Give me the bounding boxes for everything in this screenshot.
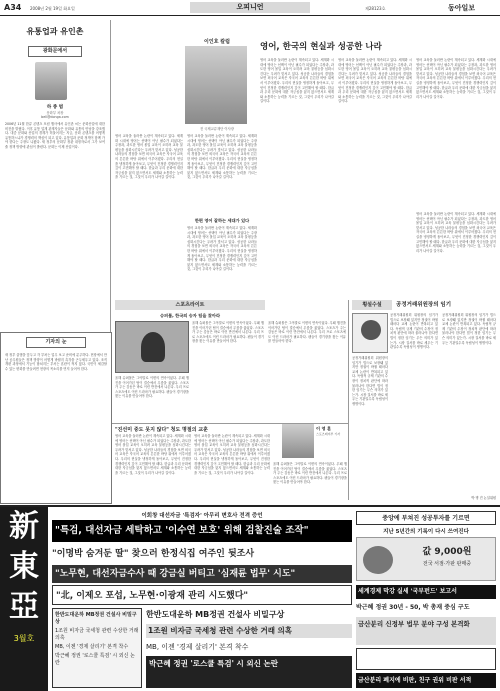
sports-label: 스포츠라이트 — [115, 300, 265, 310]
reporter-column-body: 새 정부 출범을 앞두고 각 부처는 업무 보고 준비에 분주하다. 현장에서 만난 공무원들은 정책 방향이 어떻게 바뀔지 촉각을 곤두세우고 있다. 조직 개편 과정에서 기능이 합쳐지는 부서는 혼란이 적지 않다. 국민이 체감할 수 있는 변화를 만들려면 현장의 목소리를 먼저 들어야 한다. — [5, 353, 107, 371]
author-name: 하 종 범 — [46, 105, 64, 110]
hoengseol-title: 공정거래위원장의 임기 — [396, 302, 452, 308]
ad-line-1: "이명박 숨겨둔 딸" 찾으러 한정식집 여주인 뒷조사 — [52, 549, 255, 559]
column-title: 영어, 한국의 현실과 성공한 나라 — [260, 42, 382, 52]
divider — [112, 423, 348, 424]
column-body-0c: 영어 교육을 둘러싼 논란이 계속되고 있다. 세계화 시대에 영어는 선택이 아닌 필수가 되었다는 주장과, 과도한 영어 몰입 교육이 오히려 교육 불평등을 심화시킨다는 우려가 맞서고 있다. 성공한 나라들의 경험을 보면 외국어 교육은 자국어 교육의 튼튼한 바탕 위에서 이루어졌다. 우리의 현실을 냉정하게 돌아보고, 무엇이 진정한 경쟁력인지 깊이 고민해야 할 때다. 한글과 우리 문화에 대한 자긍심을 잃지 않으면서도 세계와 소통하는 능력을 기르는 것, 그것이 우리가 나아갈 길이다. — [187, 226, 257, 272]
sports-title: 슈퍼볼, 한국의 승자 팀을 찾아라 — [159, 313, 220, 318]
ad-side-item-2: 1조원 비자금 국세청 관련 수상한 거래 의혹 — [55, 628, 139, 641]
column-body-0b: 영어 교육을 둘러싼 논란이 계속되고 있다. 세계화 시대에 영어는 선택이 아닌 필수가 되었다는 주장과, 과도한 영어 몰입 교육이 오히려 교육 불평등을 심화시킨다는 우려가 맞서고 있다. 성공한 나라들의 경험을 보면 외국어 교육은 자국어 교육의 튼튼한 바탕 위에서 이루어졌다. 우리의 현실을 냉정하게 돌아보고, 무엇이 진정한 경쟁력인지 깊이 고민해야 할 때다. 한글과 우리 문화에 대한 자긍심을 잃지 않으면서도 세계와 소통하는 능력을 기르는 것, 그것이 우리가 나아갈 길이다. — [187, 134, 257, 180]
ad-mid-1: 한반도대운하 MB정권 건설사 비밀구상 — [146, 610, 285, 619]
column-body-4: 영어 교육을 둘러싼 논란이 계속되고 있다. 세계화 시대에 영어는 선택이 아닌 필수가 되었다는 주장과, 과도한 영어 몰입 교육이 오히려 교육 불평등을 심화시킨다는 우려가 맞서고 있다. 성공한 나라들의 경험을 보면 외국어 교육은 자국어 교육의 튼튼한 바탕 위에서 이루어졌다. 우리의 현실을 냉정하게 돌아보고, 무엇이 진정한 경쟁력인지 깊이 고민해야 할 때다. 한글과 우리 문화에 대한 자긍심을 잃지 않으면서도 세계와 소통하는 능력을 기르는 것, 그것이 우리가 나아갈 길이다. — [416, 212, 496, 253]
column-divider — [348, 300, 349, 500]
ad-line-2: "노무현, 대선자금수사 때 강금실 버티고 '심재륜 법무' 시도" — [52, 565, 352, 583]
ad-mid-4: 박근혜 정권 '로스쿨 특검' 시 외신 논란 — [146, 656, 352, 688]
ad-side-item-1: 한반도대운하 MB정권 건설사 비밀구상 — [55, 612, 137, 625]
ad-right-box — [356, 648, 496, 670]
left-column-body: 2006년 11월 한류 콘텐츠 포럼 행사에서 유인촌 씨는 문화산업에 대한 비전을 밝혔다. 이후 유통 업계 관계자들은 문화와 유통의 만남을 강조했다. 대중 문화와 산업의 경계가 허물어지는 지금, 문화 콘텐츠를 어떻게 유통하느냐가 경쟁력의 핵심이 되고 있다. 유통업과 문화 정책이 함께 가야 한다는 주장도 나왔다. 새 정부의 문화부 장관 내정자로서 그가 보여줄 정책 방향에 관심이 쏠린다. 문화는 이제 산업이다. — [5, 122, 105, 149]
bottom-strip-body-3: 올해 슈퍼볼은 그야말로 이변의 연속이었다. 무패 행진을 이어가던 팀이 결승에서 무릎을 꿇었다. 스포츠가 주는 감동은 바로 이런 반전에서 나온다. 우리 프로 스포츠에도 이런 드라마가 필요하다. 팬들이 경기장을 찾는 이유를 만들어야 한다. — [273, 462, 347, 485]
page-number: A34 — [4, 3, 22, 12]
hoengseol-byline: 박 명 진 논설위원 — [471, 496, 496, 500]
sports-author-title: 스포츠레저부 기자 — [316, 432, 341, 436]
magazine-masthead — [0, 507, 48, 691]
bottom-strip-title: "진선미 중도 못지 않다" 청도 명절의 교훈 — [115, 427, 208, 433]
hoengseol-body-2: 공정거래위원회 위원장의 임기가 법으로 보장돼 있지만 정권이 바뀔 때마다 교체 논란이 반복되고 있다. 독립적 규제 기관의 수장이 정치적 판단에 따라 물러나야 한다면 법이 정한 임기는 무슨 의미가 있는가. 시장 질서를 바로 세우는 기관일수록 독립성이 생명이다. — [442, 313, 496, 345]
ad-bottom-banner: 금산분리 폐지에 비판, 친구 권위 비판 서적 — [356, 673, 496, 688]
columnist-caption: 전 국제교류재단 이사장 — [200, 127, 234, 131]
publish-date: 2008년 2월 19일 화요일 — [30, 6, 75, 11]
author-title: 문화부 차장 — [46, 111, 64, 115]
column-body-0: 영어 교육을 둘러싼 논란이 계속되고 있다. 세계화 시대에 영어는 선택이 아닌 필수가 되었다는 주장과, 과도한 영어 몰입 교육이 오히려 교육 불평등을 심화시킨다는 우려가 맞서고 있다. 성공한 나라들의 경험을 보면 외국어 교육은 자국어 교육의 튼튼한 바탕 위에서 이루어졌다. 우리의 현실을 냉정하게 돌아보고, 무엇이 진정한 경쟁력인지 깊이 고민해야 할 때다. 한글과 우리 문화에 대한 자긍심을 잃지 않으면서도 세계와 소통하는 능력을 기르는 것, 그것이 우리가 나아갈 길이다. — [115, 134, 183, 180]
ad-price: 값 9,000원 — [422, 547, 472, 557]
portrait-icon — [363, 546, 393, 574]
ad-right-image — [356, 537, 496, 581]
ad-right-line-1: 지난 5년간의 기록이 다시 쓰여진다 — [383, 529, 469, 535]
masthead-char-2: 東 — [9, 549, 39, 584]
left-column-title: 유통업과 유인촌 — [26, 27, 84, 36]
sports-photo — [115, 321, 189, 373]
column-body-3: 영어 교육을 둘러싼 논란이 계속되고 있다. 세계화 시대에 영어는 선택이 아닌 필수가 되었다는 주장과, 과도한 영어 몰입 교육이 오히려 교육 불평등을 심화시킨다는 우려가 맞서고 있다. 성공한 나라들의 경험을 보면 외국어 교육은 자국어 교육의 튼튼한 바탕 위에서 이루어졌다. 우리의 현실을 냉정하게 돌아보고, 무엇이 진정한 경쟁력인지 깊이 고민해야 할 때다. 한글과 우리 문화에 대한 자긍심을 잃지 않으면서도 세계와 소통하는 능력을 기르는 것, 그것이 우리가 나아갈 길이다. — [416, 58, 496, 99]
ad-right-line-3: 박근혜 정권 30년 - 50, 박 총재 중심 구도 — [356, 604, 470, 611]
ad-side-item-3: MB, 이젠 '경제 살리기' 본격 착수 — [55, 644, 129, 650]
bottom-strip-body-2: 영어 교육을 둘러싼 논란이 계속되고 있다. 세계화 시대에 영어는 선택이 아닌 필수가 되었다는 주장과, 과도한 영어 몰입 교육이 오히려 교육 불평등을 심화시킨다는 우려가 맞서고 있다. 성공한 나라들의 경험을 보면 외국어 교육은 자국어 교육의 튼튼한 바탕 위에서 이루어졌다. 우리의 현실을 냉정하게 돌아보고, 무엇이 진정한 경쟁력인지 깊이 고민해야 할 때다. 한글과 우리 문화에 대한 자긍심을 잃지 않으면서도 세계와 소통하는 능력을 기르는 것, 그것이 우리가 나아갈 길이다. — [194, 434, 270, 475]
column-body-2: 영어 교육을 둘러싼 논란이 계속되고 있다. 세계화 시대에 영어는 선택이 아닌 필수가 되었다는 주장과, 과도한 영어 몰입 교육이 오히려 교육 불평등을 심화시킨다는 우려가 맞서고 있다. 성공한 나라들의 경험을 보면 외국어 교육은 자국어 교육의 튼튼한 바탕 위에서 이루어졌다. 우리의 현실을 냉정하게 돌아보고, 무엇이 진정한 경쟁력인지 깊이 고민해야 할 때다. 한글과 우리 문화에 대한 자긍심을 잃지 않으면서도 세계와 소통하는 능력을 기르는 것, 그것이 우리가 나아갈 길이다. — [338, 58, 412, 104]
author-photo — [35, 62, 67, 100]
column-subhead: 한편 영어 잘하는 세대가 있다 — [194, 218, 250, 223]
column-body-1: 영어 교육을 둘러싼 논란이 계속되고 있다. 세계화 시대에 영어는 선택이 아닌 필수가 되었다는 주장과, 과도한 영어 몰입 교육이 오히려 교육 불평등을 심화시킨다는 우려가 맞서고 있다. 성공한 나라들의 경험을 보면 외국어 교육은 자국어 교육의 튼튼한 바탕 위에서 이루어졌다. 우리의 현실을 냉정하게 돌아보고, 무엇이 진정한 경쟁력인지 깊이 고민해야 할 때다. 한글과 우리 문화에 대한 자긍심을 잃지 않으면서도 세계와 소통하는 능력을 기르는 것, 그것이 우리가 나아갈 길이다. — [260, 58, 334, 104]
bottom-strip-body-1: 영어 교육을 둘러싼 논란이 계속되고 있다. 세계화 시대에 영어는 선택이 아닌 필수가 되었다는 주장과, 과도한 영어 몰입 교육이 오히려 교육 불평등을 심화시킨다는 우려가 맞서고 있다. 성공한 나라들의 경험을 보면 외국어 교육은 자국어 교육의 튼튼한 바탕 위에서 이루어졌다. 우리의 현실을 냉정하게 돌아보고, 무엇이 진정한 경쟁력인지 깊이 고민해야 할 때다. 한글과 우리 문화에 대한 자긍심을 잃지 않으면서도 세계와 소통하는 능력을 기르는 것, 그것이 우리가 나아갈 길이다. — [115, 434, 191, 475]
masthead-char-3: 亞 — [9, 589, 39, 624]
ad-price-note: 전국 서점·가판 판매중 — [422, 561, 472, 567]
sports-author-photo — [282, 424, 314, 458]
hoengseol-body-1: 공정거래위원회 위원장의 임기가 법으로 보장돼 있지만 정권이 바뀔 때마다 교체 논란이 반복되고 있다. 독립적 규제 기관의 수장이 정치적 판단에 따라 물러나야 한다면 법이 정한 임기는 무슨 의미가 있는가. 시장 질서를 바로 세우는 기관일수록 독립성이 생명이다. — [390, 313, 438, 350]
ad-mid-3: MB, 이젠 '경제 살리기' 본격 착수 — [146, 643, 249, 651]
sports-body-2: 올해 슈퍼볼은 그야말로 이변의 연속이었다. 무패 행진을 이어가던 팀이 결승에서 무릎을 꿇었다. 스포츠가 주는 감동은 바로 이런 반전에서 나온다. 우리 프로 스포츠에도 이런 드라마가 필요하다. 팬들이 경기장을 찾는 이유를 만들어야 한다. — [115, 376, 189, 399]
reporter-column-label: 기자의 눈 — [26, 337, 86, 348]
hoengseol-label: 횡설수설 — [352, 300, 392, 310]
sports-author-name: 이 영 훈 — [316, 426, 332, 431]
reporter-column-box — [0, 332, 112, 504]
ad-right-header: 중앙에 부쳐진 성공투자를 기르면 — [356, 511, 496, 525]
cartoon-face-icon — [361, 320, 381, 340]
column-divider — [110, 20, 111, 332]
ad-kicker: 이회창 대선자금 '특검자' 아무리 변호사 전격 증언 — [141, 513, 263, 519]
ad-line-3: "北, 이제오 포섭, 노무현·이광재 관리 시도했다" — [52, 585, 352, 605]
section-label-gwanghwamun: 광화문에서 — [28, 46, 82, 57]
ad-mid-2: 1조원 비자금 국세청 관련 수상한 거래 의혹 — [146, 624, 352, 638]
ad-left-box — [52, 608, 142, 688]
ad-side-item-4: 박근혜 정권 '로스쿨 특검' 시 외신 논란 — [55, 653, 135, 666]
author-email: bell@donga.com — [41, 115, 69, 119]
issue-label: 3월호 — [13, 634, 35, 643]
column-label: 이인호 칼럼 — [204, 39, 230, 45]
newspaper-logo: 동아일보 — [448, 4, 476, 12]
issue-number: 제28123호 — [365, 6, 386, 11]
cartoon-illustration — [352, 313, 388, 353]
hoengseol-body-0: 공정거래위원회 위원장의 임기가 법으로 보장돼 있지만 정권이 바뀔 때마다 교체 논란이 반복되고 있다. 독립적 규제 기관의 수장이 정치적 판단에 따라 물러나야 한다면 법이 정한 임기는 무슨 의미가 있는가. 시장 질서를 바로 세우는 기관일수록 독립성이 생명이다. — [352, 356, 388, 406]
ad-right-line-4: 금산분리 신정부 법무 분야 구성 본격화 — [356, 617, 496, 645]
columnist-photo — [185, 46, 247, 124]
page-header — [0, 0, 500, 16]
sports-body-1: 올해 슈퍼볼은 그야말로 이변의 연속이었다. 무패 행진을 이어가던 팀이 결승에서 무릎을 꿇었다. 스포츠가 주는 감동은 바로 이런 반전에서 나온다. 우리 프로 스포츠에도 이런 드라마가 필요하다. 팬들이 경기장을 찾는 이유를 만들어야 한다. — [192, 321, 264, 344]
ad-headline: "특검, 대선자금 세탁하고 '이수연 보호' 위해 검찰진술 조작" — [52, 520, 352, 542]
eagle-emblem-icon — [141, 332, 165, 362]
ad-right-line-2: 세계경제 막강 실세 '국부펀드' 보고서 — [356, 585, 496, 599]
masthead-char-1: 新 — [9, 509, 39, 544]
section-title: 오피니언 — [190, 2, 310, 13]
magazine-advertisement[interactable] — [0, 505, 500, 691]
sports-body-3: 올해 슈퍼볼은 그야말로 이변의 연속이었다. 무패 행진을 이어가던 팀이 결승에서 무릎을 꿇었다. 스포츠가 주는 감동은 바로 이런 반전에서 나온다. 우리 프로 스포츠에도 이런 드라마가 필요하다. 팬들이 경기장을 찾는 이유를 만들어야 한다. — [268, 321, 346, 344]
